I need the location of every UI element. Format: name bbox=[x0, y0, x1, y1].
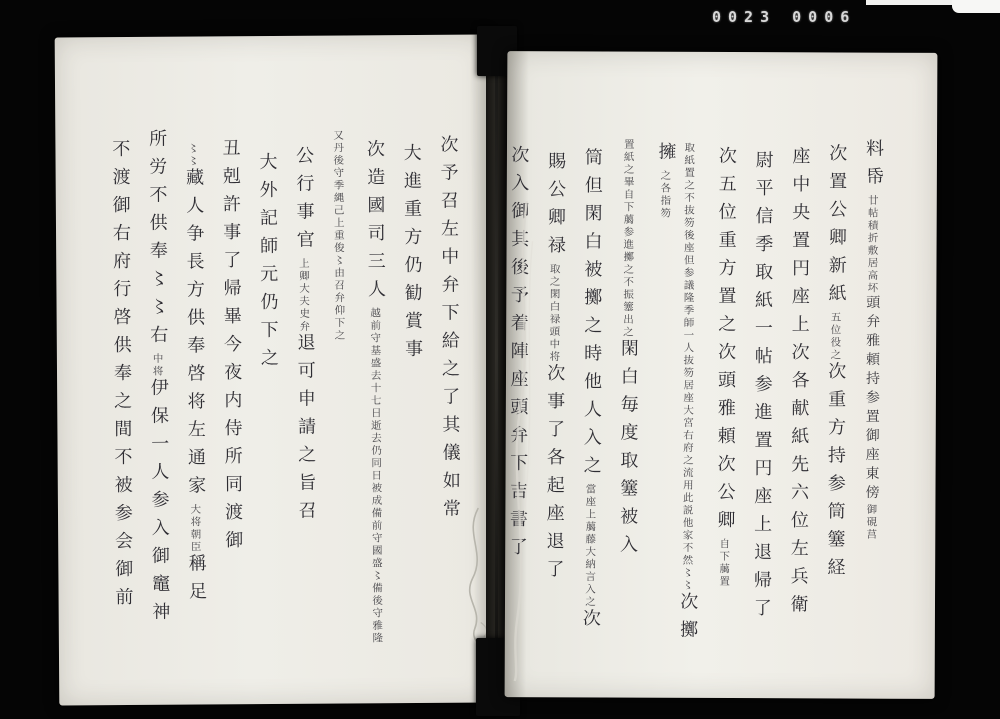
text-column bbox=[615, 134, 641, 670]
text-segment: 當座上﨟藤大納言入之 bbox=[583, 483, 597, 609]
text-column bbox=[181, 128, 209, 678]
text-column bbox=[712, 134, 738, 670]
text-segment: 不渡御右府行啓供奉之間不被参会御前 bbox=[109, 138, 134, 616]
text-segment: 次重方持参筒簺経 bbox=[824, 361, 847, 586]
text-segment: 頭弁雅頼持参置御座東傍 bbox=[863, 294, 881, 504]
text-segment: 大外記師元仍下之 bbox=[256, 151, 279, 377]
text-column bbox=[254, 128, 282, 678]
text-column bbox=[578, 133, 604, 669]
text-segment: 所労不供奉〻〻右 bbox=[145, 128, 169, 353]
text-segment: 次擲擁 bbox=[655, 141, 699, 648]
text-segment: 中将 bbox=[151, 352, 164, 378]
text-segment: 廿帖積折敷居高坏 bbox=[866, 194, 879, 295]
text-segment: 座中央置円座上次各献紙先六位左兵衛 bbox=[787, 146, 811, 623]
text-segment: 自下﨟置 bbox=[718, 537, 731, 589]
text-column bbox=[144, 129, 172, 679]
text-column bbox=[785, 134, 811, 670]
left-page-text-columns bbox=[55, 35, 492, 706]
text-segment: 〻〻 bbox=[186, 142, 199, 168]
text-segment: 退可申請之旨召 bbox=[294, 332, 317, 529]
text-segment: 稱足 bbox=[185, 553, 208, 610]
text-segment: 藏人争長方供奉啓将左通家 bbox=[182, 167, 207, 504]
text-column bbox=[541, 133, 567, 669]
page-corner-highlight bbox=[952, 0, 1000, 13]
text-segment: 弁 bbox=[298, 320, 311, 333]
text-segment: 御硯莒 bbox=[865, 503, 878, 542]
text-segment: 尉平信季取紙一帖参進置円座上退帰了 bbox=[750, 150, 774, 627]
right-page-text-columns bbox=[505, 51, 938, 699]
archive-number-stamp: 0023 0006 bbox=[712, 8, 857, 26]
text-column bbox=[218, 128, 246, 678]
manuscript-right-page bbox=[505, 51, 938, 699]
text-column bbox=[749, 134, 775, 670]
text-segment: 賜公卿禄 bbox=[544, 151, 567, 264]
text-segment: 次五位重方置之次頭雅頼次公卿 bbox=[714, 145, 737, 539]
text-segment: 越前守基盛去十七日逝去仍同日被成備前守國盛〻備後守雅隆 bbox=[369, 307, 384, 645]
text-column bbox=[291, 128, 319, 678]
text-segment: 次事了各起座退了 bbox=[543, 363, 566, 588]
text-segment: 置紙之畢自下﨟参進擲之不振簺出之 bbox=[621, 138, 635, 339]
text-segment: 大将朝臣 bbox=[189, 503, 202, 554]
text-segment: 次予召左中弁下給之了其儀如常 bbox=[437, 134, 462, 527]
text-column bbox=[328, 127, 353, 677]
text-column bbox=[362, 127, 390, 677]
text-segment: 次置公卿新紙 bbox=[825, 143, 848, 312]
text-segment: 次入御其後予着陣座頭弁下吉書了 bbox=[506, 145, 530, 566]
manuscript-left-page bbox=[55, 35, 492, 706]
text-segment: 料帋 bbox=[862, 138, 885, 195]
text-segment: 次 bbox=[579, 608, 601, 637]
binding-cord bbox=[495, 70, 498, 642]
text-segment: 又丹後守季縄己上重俊〻由召弁仰下之 bbox=[332, 129, 346, 343]
text-segment: 次造國司三人 bbox=[363, 139, 387, 308]
text-segment: 筒但閑白被擲之時他人入之 bbox=[580, 147, 603, 484]
text-column bbox=[651, 134, 701, 670]
text-segment: 上卿大夫史 bbox=[297, 257, 311, 321]
text-column bbox=[107, 129, 135, 679]
text-segment: 取之閑白禄頭中将 bbox=[548, 263, 561, 364]
text-segment: 公行事官 bbox=[293, 145, 315, 258]
text-column bbox=[505, 133, 531, 669]
text-column bbox=[822, 134, 848, 670]
text-segment: 取紙置之不抜笏後座但参議隆季師一人抜笏居座大宮右府之流用此説他家不然〻〻 bbox=[681, 141, 696, 592]
text-segment: 五位役之 bbox=[829, 311, 842, 362]
text-column bbox=[436, 127, 464, 677]
text-column bbox=[399, 127, 427, 677]
text-segment: 丑剋許事了帰畢今夜内侍所同渡御 bbox=[219, 138, 244, 559]
text-segment: 伊保一人参入御竈神 bbox=[147, 377, 171, 630]
text-column bbox=[859, 135, 885, 671]
text-segment: 閑白毎度取簺被入 bbox=[616, 338, 639, 563]
text-segment: 之各指笏 bbox=[659, 169, 672, 220]
text-segment: 大進重方仍勧賞事 bbox=[400, 142, 424, 368]
